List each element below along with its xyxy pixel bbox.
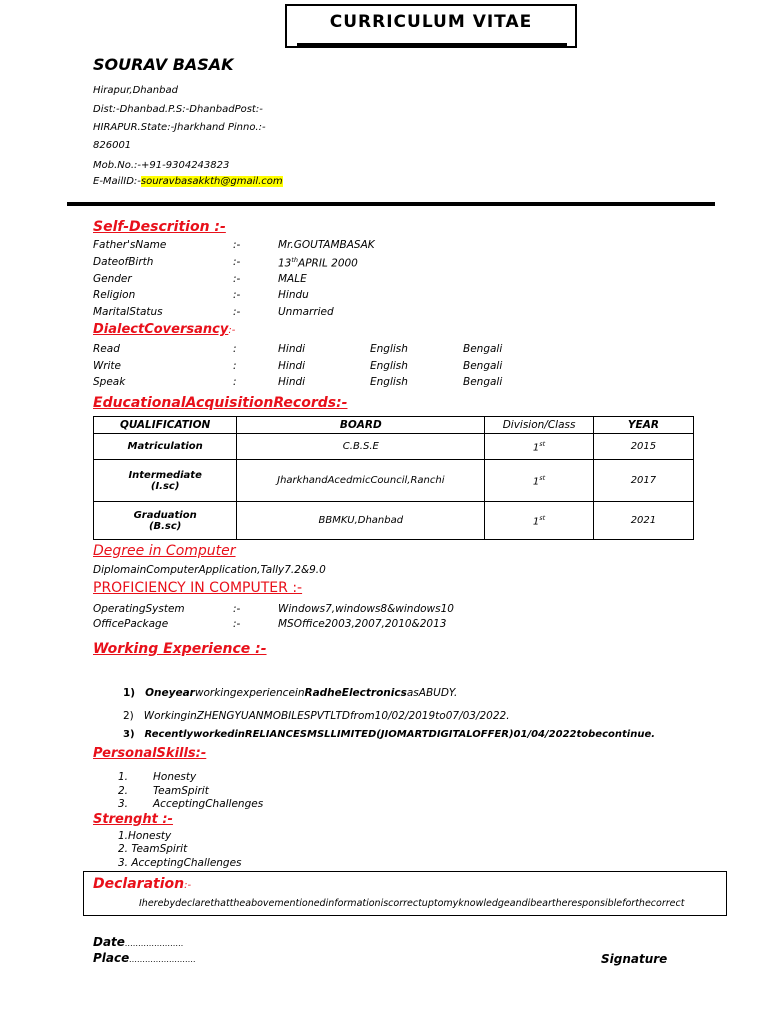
qualification-cell: Matriculation	[94, 434, 237, 460]
division-value: 1	[532, 442, 540, 454]
degree-text: DiplomainComputerApplication,Tally7.2&9.0	[93, 564, 326, 576]
dialect-heading-text: DialectCoversancy	[93, 322, 229, 337]
education-heading: EducationalAcquisitionRecords:-	[93, 395, 348, 411]
column-header: YEAR	[593, 417, 693, 434]
mobile-number: Mob.No.:-+91-9304243823	[93, 160, 230, 171]
item-number: 2)	[123, 710, 134, 722]
qualification-name: Intermediate	[128, 469, 202, 481]
education-table	[93, 416, 694, 540]
division-suffix: st	[539, 513, 546, 522]
language: Bengali	[463, 360, 503, 372]
dob-day: 13	[278, 257, 292, 270]
year-cell: 2017	[593, 460, 693, 502]
qualification-abbr: (B.sc)	[148, 520, 182, 532]
division-value: 1	[532, 476, 540, 488]
field-separator: :-	[233, 603, 241, 615]
place-dots: …………………….	[129, 955, 196, 964]
document-title: CURRICULUM VITAE	[329, 12, 533, 32]
qualification-abbr: (I.sc)	[150, 480, 180, 492]
experience-heading: Working Experience :-	[93, 641, 267, 657]
division-suffix: st	[539, 473, 546, 482]
field-value: Windows7,windows8&windows10	[278, 603, 454, 615]
exp-text: RecentlyworkedinRELIANCESMSLLIMITED(JIOMARTDIGITALOFFER)01/04/2022tobecontinue.	[144, 729, 656, 740]
signature-label: Signature	[601, 952, 668, 966]
board-cell: BBMKU,Dhanbad	[237, 502, 485, 540]
field-separator: :-	[233, 256, 241, 268]
column-header: BOARD	[237, 417, 485, 434]
field-separator: :-	[233, 273, 241, 285]
field-label: Gender	[93, 273, 132, 285]
skill-number: 3.	[118, 798, 129, 810]
dob-suffix: th	[291, 256, 299, 264]
email-link[interactable]: souravbasakkth@gmail.com	[140, 176, 283, 187]
field-separator: :	[233, 360, 237, 372]
division-suffix: st	[539, 439, 546, 448]
field-value: MSOffice2003,2007,2010&2013	[278, 618, 447, 630]
field-value: MALE	[278, 273, 307, 285]
skill-text: Honesty	[153, 771, 197, 783]
experience-item	[123, 729, 655, 740]
section-divider	[67, 202, 715, 206]
language: Bengali	[463, 343, 503, 355]
field-value: Mr.GOUTAMBASAK	[278, 239, 375, 251]
field-label: OperatingSystem	[93, 603, 185, 615]
title-box	[285, 4, 577, 48]
division-cell	[485, 434, 594, 460]
board-cell: JharkhandAcedmicCouncil,Ranchi	[237, 460, 485, 502]
item-number: 1)	[123, 687, 136, 699]
address-line: HIRAPUR.State:-Jharkhand Pinno.:-	[93, 122, 266, 133]
language: Bengali	[463, 376, 503, 388]
declaration-heading-text: Declaration	[93, 876, 185, 892]
language: English	[370, 360, 408, 372]
column-header: QUALIFICATION	[94, 417, 237, 434]
field-separator: :	[233, 343, 237, 355]
table-header-row	[94, 417, 694, 434]
dialect-mode: Read	[93, 343, 120, 355]
year-cell: 2015	[593, 434, 693, 460]
declaration-box	[83, 871, 727, 916]
exp-text: workingexperiencein	[194, 687, 305, 699]
person-name: SOURAV BASAK	[93, 55, 234, 74]
proficiency-heading: PROFICIENCY IN COMPUTER :-	[93, 580, 303, 596]
field-separator: :-	[233, 289, 241, 301]
field-label: Religion	[93, 289, 136, 301]
field-label: OfficePackage	[93, 618, 169, 630]
strength-heading: Strenght :-	[93, 812, 173, 827]
personal-skills-heading: PersonalSkills:-	[93, 746, 207, 761]
field-separator: :	[233, 376, 237, 388]
date-line	[93, 935, 183, 949]
declaration-heading-suffix: :-	[184, 880, 192, 891]
field-label: MaritalStatus	[93, 306, 163, 318]
dob-rest: APRIL 2000	[298, 257, 358, 270]
field-value	[278, 256, 358, 270]
field-value: Unmarried	[278, 306, 334, 318]
qualification-cell	[94, 502, 237, 540]
skill-text: TeamSpirit	[153, 785, 209, 797]
self-description-heading: Self-Descrition :-	[93, 219, 226, 235]
division-cell	[485, 502, 594, 540]
degree-heading: Degree in Computer	[93, 543, 236, 559]
strength-item: 3. AcceptingChallenges	[118, 857, 242, 869]
table-row	[94, 460, 694, 502]
language: English	[370, 376, 408, 388]
item-number: 3)	[123, 729, 135, 740]
strength-item: 1.Honesty	[118, 830, 172, 842]
email-row	[93, 176, 283, 187]
skill-number: 1.	[118, 771, 129, 783]
declaration-text: Iherebydeclarethattheabovementionedinformationiscorrectuptomyknowledgeandibeartheresponsibleforthecorrect	[139, 898, 685, 909]
exp-bold: RadheElectronics	[304, 687, 407, 699]
board-cell: C.B.S.E	[237, 434, 485, 460]
field-value: Hindu	[278, 289, 309, 301]
field-label: Father'sName	[93, 239, 167, 251]
place-label: Place	[93, 951, 130, 965]
date-dots: ………………….	[124, 939, 184, 948]
language: English	[370, 343, 408, 355]
field-separator: :-	[233, 239, 241, 251]
language: Hindi	[278, 376, 306, 388]
field-separator: :-	[233, 306, 241, 318]
address-line: 826001	[93, 140, 132, 151]
language: Hindi	[278, 343, 306, 355]
table-row	[94, 502, 694, 540]
division-value: 1	[532, 516, 540, 528]
experience-item	[123, 710, 510, 722]
year-cell: 2021	[593, 502, 693, 540]
table-row	[94, 434, 694, 460]
dialect-mode: Write	[93, 360, 122, 372]
qualification-cell	[94, 460, 237, 502]
place-line	[93, 951, 196, 965]
declaration-heading	[93, 876, 191, 892]
dialect-heading-suffix: :-	[228, 325, 236, 336]
exp-text: WorkinginZHENGYUANMOBILESPVTLTDfrom10/02/2019to07/03/2022.	[143, 710, 510, 722]
exp-text: asABUDY.	[406, 687, 458, 699]
field-separator: :-	[233, 618, 241, 630]
strength-item: 2. TeamSpirit	[118, 843, 188, 855]
column-header: Division/Class	[485, 417, 594, 434]
exp-bold: Oneyear	[145, 687, 195, 699]
qualification-name: Graduation	[133, 509, 197, 521]
skill-text: AcceptingChallenges	[153, 798, 264, 810]
dialect-mode: Speak	[93, 376, 126, 388]
title-underline	[297, 43, 567, 46]
dialect-heading	[93, 322, 235, 337]
division-cell	[485, 460, 594, 502]
language: Hindi	[278, 360, 306, 372]
address-line: Hirapur,Dhanbad	[93, 85, 178, 96]
field-label: DateofBirth	[93, 256, 154, 268]
date-label: Date	[93, 935, 125, 949]
email-label: E-MailID:-	[93, 176, 141, 187]
experience-item	[123, 687, 457, 699]
skill-number: 2.	[118, 785, 129, 797]
address-line: Dist:-Dhanbad.P.S:-DhanbadPost:-	[93, 104, 263, 115]
